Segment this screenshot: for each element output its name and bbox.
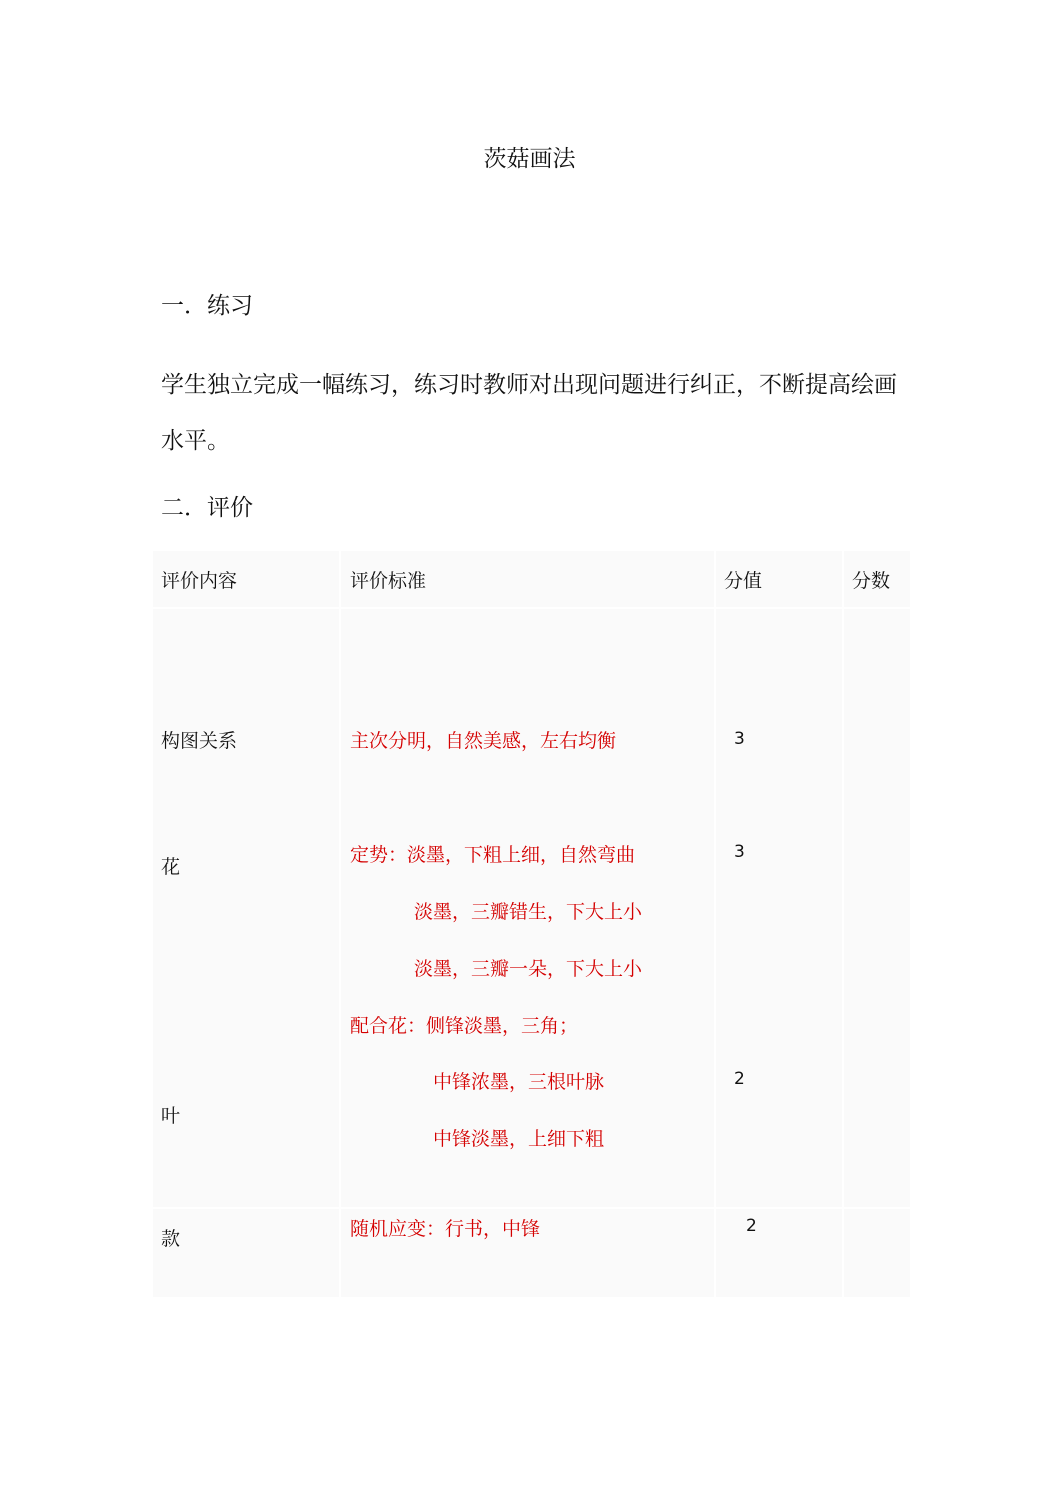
score-inscription: 2 [746,1216,757,1236]
criteria-flower-line: 淡墨，三瓣错生，下大上小 [414,901,643,923]
table-column-divider [842,551,844,1297]
criteria-inscription: 随机应变：行书，中锋 [350,1218,541,1240]
criteria-leaf-line: 中锋淡墨，上细下粗 [433,1128,605,1150]
header-evaluation-criteria: 评价标准 [350,570,427,592]
header-evaluation-content: 评价内容 [161,570,238,592]
score-flower: 3 [734,842,745,862]
score-composition: 3 [734,729,745,749]
criteria-flower-line: 定势：淡墨，下粗上细，自然弯曲 [350,844,636,866]
item-composition: 构图关系 [161,730,238,752]
section-heading-evaluation: 二．评价 [161,495,253,521]
item-leaf: 叶 [161,1105,181,1127]
document-title: 茨菇画法 [483,146,576,172]
item-flower: 花 [161,856,181,878]
practice-paragraph: 学生独立完成一幅练习，练习时教师对出现问题进行纠正，不断提高绘画水平。 [161,372,897,454]
criteria-flower-line: 淡墨，三瓣一朵，下大上小 [414,958,643,980]
header-point-value: 分值 [724,570,763,592]
score-leaf: 2 [734,1069,745,1089]
table-row-divider [153,607,910,609]
table-row-divider [153,1207,910,1209]
criteria-leaf-line: 中锋浓墨，三根叶脉 [433,1071,605,1093]
table-column-divider [339,551,341,1297]
header-score: 分数 [852,570,891,592]
criteria-flower-line: 配合花：侧锋淡墨，三角； [350,1015,579,1037]
table-column-divider [714,551,716,1297]
section-heading-practice: 一．练习 [161,293,253,319]
table-background [153,551,910,1297]
criteria-composition: 主次分明，自然美感，左右均衡 [350,730,617,752]
item-inscription: 款 [161,1228,181,1250]
